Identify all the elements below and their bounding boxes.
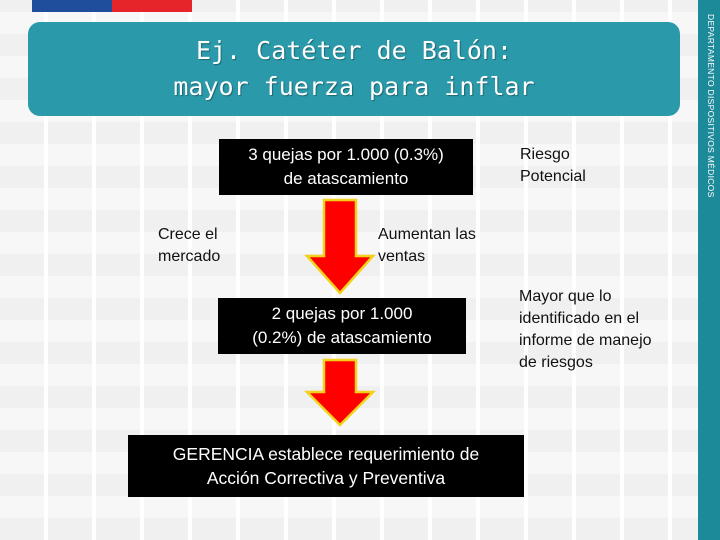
capa-line-2: Acción Correctiva y Preventiva — [206, 468, 446, 488]
market-growth-line-1: Crece el — [158, 226, 218, 243]
market-growth-note — [158, 224, 220, 268]
flag-stripe — [32, 0, 192, 12]
flag-red-segment — [112, 0, 192, 12]
complaints-initial-line-1: 3 quejas por 1.000 (0.3%) — [248, 145, 444, 164]
greater-note-line-2: identificado en el — [519, 310, 640, 327]
side-bar — [698, 0, 720, 540]
market-growth-line-2: mercado — [158, 248, 221, 265]
complaints-reduced-line-2: (0.2%) de atascamiento — [252, 328, 432, 347]
complaints-initial-line-2: de atascamiento — [283, 169, 409, 188]
sales-increase-line-1: Aumentan las — [378, 226, 476, 243]
complaints-reduced-line-1: 2 quejas por 1.000 — [271, 304, 413, 323]
risk-note-line-2: Potencial — [520, 168, 586, 185]
title-banner — [28, 22, 680, 116]
slide-title — [173, 33, 534, 105]
capa-line-1: GERENCIA establece requerimiento de — [172, 444, 480, 464]
sales-increase-line-2: ventas — [378, 248, 426, 265]
sales-increase-note — [378, 224, 476, 268]
greater-note-line-1: Mayor que lo — [519, 288, 612, 305]
greater-than-identified-note — [519, 286, 652, 374]
complaints-initial-box — [219, 139, 473, 195]
down-arrow-icon — [304, 198, 376, 296]
down-arrow-icon — [304, 358, 376, 428]
complaints-reduced-box — [218, 298, 466, 354]
risk-note-line-1: Riesgo — [520, 146, 570, 163]
greater-note-line-4: de riesgos — [519, 354, 593, 371]
risk-note — [520, 144, 586, 188]
title-line-2: mayor fuerza para inflar — [173, 72, 535, 101]
title-line-1: Ej. Catéter de Balón: — [195, 36, 513, 65]
flag-blue-segment — [32, 0, 112, 12]
greater-note-line-3: informe de manejo — [519, 332, 652, 349]
department-label: DEPARTAMENTO DISPOSITIVOS MÉDICOS — [706, 14, 716, 198]
capa-requirement-box — [128, 435, 524, 497]
